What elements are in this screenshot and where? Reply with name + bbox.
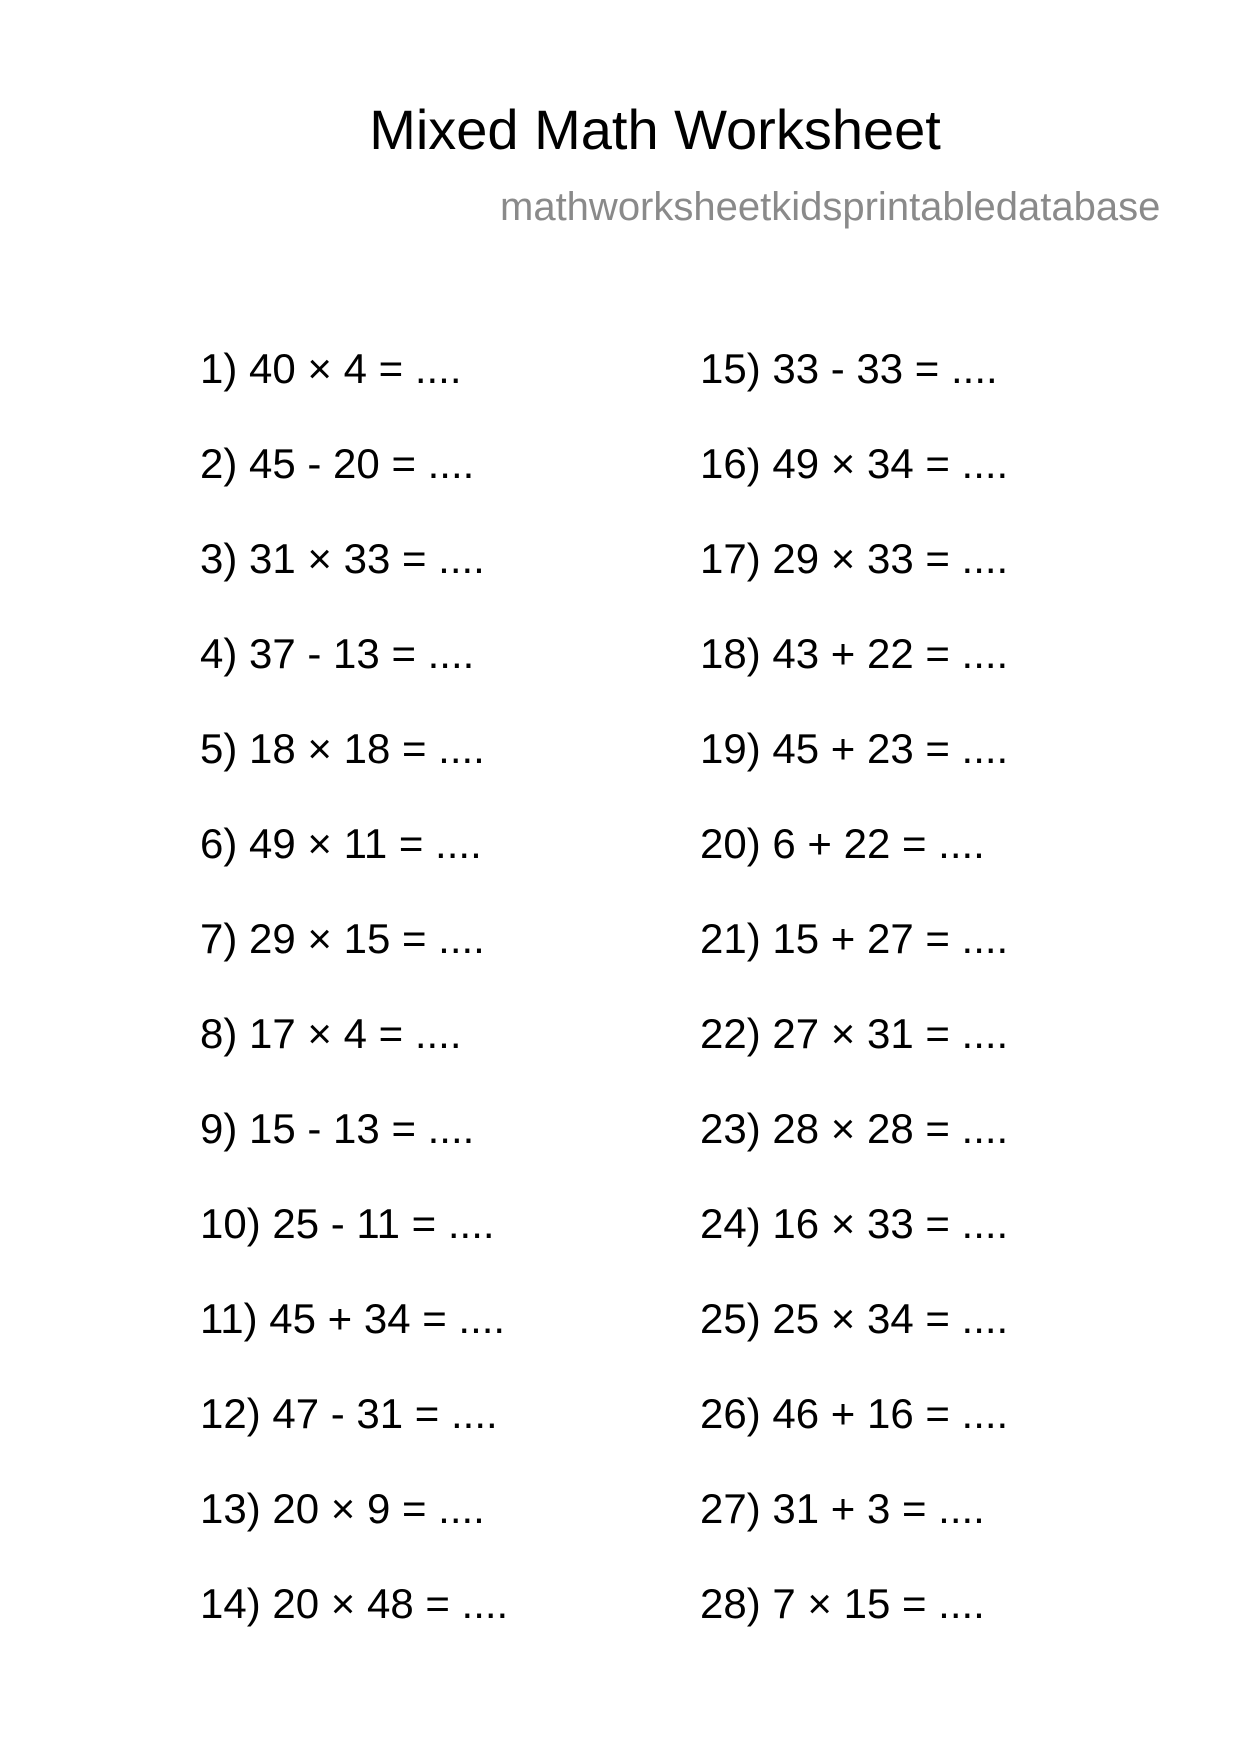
problem-column-right — [700, 345, 1008, 1675]
problem-item: 19) 45 + 23 = .... — [700, 725, 1009, 772]
problem-item: 24) 16 × 33 = .... — [700, 1200, 1009, 1247]
problem-item: 3) 31 × 33 = .... — [200, 535, 485, 582]
problem-item: 20) 6 + 22 = .... — [700, 820, 985, 867]
problem-item: 12) 47 - 31 = .... — [200, 1390, 498, 1437]
problem-item: 6) 49 × 11 = .... — [200, 820, 482, 867]
problem-item: 13) 20 × 9 = .... — [200, 1485, 485, 1532]
problem-item: 8) 17 × 4 = .... — [200, 1010, 462, 1057]
problem-item: 16) 49 × 34 = .... — [700, 440, 1009, 487]
problem-column-left — [200, 345, 508, 1675]
problem-item: 4) 37 - 13 = .... — [200, 630, 475, 677]
watermark-text: mathworksheetkidsprintabledatabase — [500, 185, 1161, 229]
problem-item: 25) 25 × 34 = .... — [700, 1295, 1009, 1342]
problem-item: 28) 7 × 15 = .... — [700, 1580, 985, 1627]
problem-item: 1) 40 × 4 = .... — [200, 345, 462, 392]
problem-item: 17) 29 × 33 = .... — [700, 535, 1009, 582]
problem-item: 18) 43 + 22 = .... — [700, 630, 1009, 677]
problem-item: 9) 15 - 13 = .... — [200, 1105, 475, 1152]
problem-item: 14) 20 × 48 = .... — [200, 1580, 509, 1627]
problem-item: 10) 25 - 11 = .... — [200, 1200, 495, 1247]
problem-item: 2) 45 - 20 = .... — [200, 440, 475, 487]
problem-item: 27) 31 + 3 = .... — [700, 1485, 985, 1532]
problem-item: 21) 15 + 27 = .... — [700, 915, 1009, 962]
worksheet-title: Mixed Math Worksheet — [369, 98, 941, 161]
problem-item: 26) 46 + 16 = .... — [700, 1390, 1009, 1437]
problem-item: 7) 29 × 15 = .... — [200, 915, 485, 962]
problem-item: 22) 27 × 31 = .... — [700, 1010, 1009, 1057]
problem-item: 23) 28 × 28 = .... — [700, 1105, 1009, 1152]
problem-item: 15) 33 - 33 = .... — [700, 345, 998, 392]
problem-item: 5) 18 × 18 = .... — [200, 725, 485, 772]
problem-item: 11) 45 + 34 = .... — [200, 1295, 506, 1342]
